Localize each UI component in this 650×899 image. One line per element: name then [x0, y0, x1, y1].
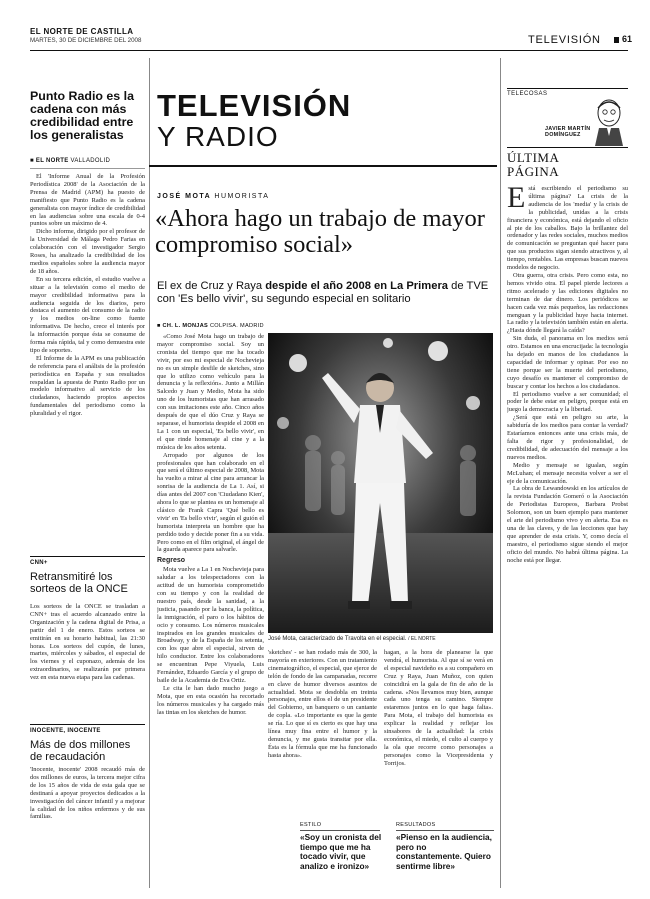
subhead-part2: de TVE con 'Es bello vivir', su segundo especial en solitario — [157, 280, 489, 305]
pull-quote-2-tag: RESULTADOS — [396, 822, 436, 828]
article-paragraph: «Como José Mota hago un trabajo de mayor compromiso social. Soy un cronista del tiempo que me ha tocado vivir, por eso mi especial de Nochevieja no es un simple desfile de sketches, sino que lo utilizo como vehículo para la denuncia y la reflexión». Junto a Millán Salcedo y Juan y Medio, Mota ha sido uno de los humoristas que han arrasado con sus imitaciones este año. Cinco años después de que el dúo Cruz y Raya se separase, el humorista despide el 2008 en La 1 con un especial, 'Es bello vivir', en el que rinde homenaje al cine y a la música de los años setenta. — [157, 333, 264, 451]
author-caricature-icon — [589, 96, 627, 146]
pull-quote-1-text: «Soy un cronista del tiempo que me ha tocado vivir, que analizo e ironizo» — [300, 832, 382, 871]
article-photo — [268, 333, 493, 633]
brief2-title: Más de dos millones de recaudación — [30, 739, 131, 763]
left-divider — [149, 58, 150, 888]
subheadline — [157, 280, 492, 306]
author-portrait — [589, 96, 627, 146]
pull-quote-2-text: «Pienso en la audiencia, pero no constantemente. Quiero sentirme libre» — [396, 832, 492, 871]
column-paragraph: La obra de Lewandowski en los artículos de la revista Fundación Gomeró o la Asociación de Periodistas Europeos, Barbara Probst Solomon, son un buen ejemplo para mantener el arte del periodismo vivo y en alerta. Esa es una de las claves, y de las lecciones que hay que aprender de esta crisis. Y, como decía el maestro, el periodismo sigue siendo el mejor oficio del mundo. No habrá última página. La noche está por llegar. — [507, 485, 628, 564]
issue-date: MARTES, 30 DE DICIEMBRE DEL 2008 — [30, 37, 142, 44]
brief1-tag: CNN+ — [30, 560, 48, 566]
pull-quote-1 — [300, 822, 380, 888]
byline-name: CH. L. MONJAS — [162, 323, 209, 329]
masthead-rule — [30, 50, 628, 51]
brief1-rule — [30, 556, 145, 557]
left-article-body — [30, 173, 145, 603]
column-title-line1: ÚLTIMA — [507, 150, 560, 165]
byline-dot-icon: ■ — [30, 158, 36, 164]
section-title — [157, 88, 487, 158]
column-paragraph: El periodismo vuelve a ser comunidad; el poder le debe estar en peligro, porque está en juego la democracia y la libertad. — [507, 390, 628, 414]
photo-caption-text: José Mota, caracterizado de Travolta en el especial. — [268, 636, 407, 642]
left-byline-brand: EL NORTE — [35, 158, 69, 164]
article-col1 — [157, 333, 264, 888]
right-divider — [500, 58, 501, 888]
author-name — [545, 126, 595, 138]
left-byline — [30, 158, 110, 164]
pull-quote-1-rule — [300, 830, 380, 831]
section-title-line2: Y RADIO — [157, 121, 279, 152]
column-tag: TELECOSAS — [507, 91, 548, 97]
column-paragraph: Sin duda, el panorama en los medios será otro. Estamos en una encrucijada: la tecnología ha dejado en manos de los ciudadanos la capacidad de informar y opinar. Por eso no tiene porque ser la muerte del periodismo, cuyo desafío es mantener el compromiso de buscar y contar los hechos a los ciudadanos. — [507, 335, 628, 390]
column-paragraph: Medio y mensaje se igualan, según McLuhan; el mensaje necesita volver a ser el eje de la comunicación. — [507, 461, 628, 485]
photo-caption — [268, 636, 493, 642]
column-title-rule — [507, 147, 628, 148]
left-column — [30, 58, 145, 888]
left-byline-rule — [30, 168, 145, 169]
pull-quote-2 — [396, 822, 494, 888]
brief2-text: 'Inocente, inocente' 2008 recaudó más de dos millones de euros, la tercera mejor cifra de los 15 años de vida de esta gala que se destinará a apoyar proyectos dedicados a la investigación del cáncer infantil y a mejorar la calidad de los niños enfermos y de sus familias. — [30, 766, 145, 821]
right-column — [507, 88, 628, 888]
column-paragraph: ¿Será que está en peligro su arte, la sabiduría de los medios para contar la verdad? Estaríamos entonces ante una crisis más, de falta de rigor y profesionalidad, de credibilidad, de adecuación del mensaje a los nuevos medios. — [507, 414, 628, 461]
page-number: 61 — [622, 34, 633, 44]
column-title — [507, 151, 559, 179]
byline-square-icon: ■ — [157, 323, 163, 329]
author-line1: JAVIER MARTÍN — [545, 126, 591, 132]
article-byline — [157, 323, 264, 329]
column-body — [507, 185, 628, 885]
brief1-title: Retransmitiré los sorteos de la ONCE — [30, 571, 128, 595]
author-line2: DOMÍNGUEZ — [545, 132, 581, 139]
section-label: TELEVISIÓN — [528, 34, 601, 46]
main-headline: «Ahora hago un trabajo de mayor compromiso social» — [155, 205, 485, 258]
paper-name: EL NORTE DE CASTILLA — [30, 27, 134, 36]
travolta-photo — [268, 333, 493, 633]
center-top-rule — [149, 165, 497, 167]
photo-credit: / EL NORTE — [408, 636, 436, 642]
page-separator — [614, 37, 619, 43]
regreso-title: Regreso — [157, 557, 186, 565]
pull-quote-1-tag: ESTILO — [300, 822, 322, 828]
kicker-role: HUMORISTA — [214, 193, 270, 200]
subhead-part1: El ex de Cruz y Raya — [157, 280, 263, 292]
article-col2: 'sketches' - se han rodado más de 300, la mayoría en exteriores. Con un tratamiento cinematográfico, el especial, que ejerce de telón de fondo de las campanadas, recorre en clave de humor diversos asuntos de actualidad. Mota se desdobla en treinta personajes, entre ellos el de un presidente del Gobierno, un banquero o un cantante de copla. «Lo importante es que la gente se ría. Lo que sí es cierto es que hay una línea muy fina entre el humor y la denuncia, y me gusta transitar por ella. Ésta es la fórmula que me ha funcionado hasta ahora». — [268, 649, 377, 759]
left-paragraph: Dicho informe, dirigido por el profesor de la Universidad de Málaga Pedro Farias en colaboración con el investigador Sergio Roses, ha analizado la credibilidad de los medios españoles sobre la audiencia mayor de 18 años. — [30, 228, 145, 275]
section-title-line1: TELEVISIÓN — [157, 88, 352, 123]
column-paragraph: Otra guerra, otra crisis. Pero como esta, no hemos vivido otra. El papel pierde lectores a ritmo acelerado y las ediciones digitales no terminan de dar dinero. Los periódicos se hacen cada vez más pequeños, las redacciones menguan y la publicidad huye hacia internet. La radio y la televisión también están en alerta. ¿Hasta dónde llegará la caída? — [507, 271, 628, 335]
left-paragraph: En su tercera edición, el estudio vuelve a situar a la televisión como el medio de mayor credibilidad informativa para la audiencia seguida de los diarios, pero destaca el aumento del consumo de la radio y los medios on-line como fuente informativa. De hecho, crece el interés por la información porque ésta se consume de forma más rápida, tal y como demuestra este tipo de soportes. — [30, 275, 145, 354]
kicker-name: JOSÉ MOTA — [157, 193, 211, 200]
column-paragraph — [507, 185, 628, 272]
kicker — [157, 193, 269, 200]
left-paragraph: El 'Informe Anual de la Profesión Periodística 2008' de la Asociación de la Prensa de Madrid (APM) ha puesto de manifiesto que Punto Radio es la cadena generalista con mayor índice de credibilidad en las audiencias sobre una escala de 0-4 puntos sobre un máximo de 4. — [30, 173, 145, 228]
column-title-line2: PÁGINA — [507, 164, 560, 179]
pull-quote-2-rule — [396, 830, 494, 831]
left-paragraph: El Informe de la APM es una publicación de referencia para el análisis de la profesión periodística en España y sus resultados respaldan la apuesta de Punto Radio por un modelo informativo al servicio de los ciudadanos, haciendo propios aspectos fundamentales del periodismo como la pluralidad y el rigor. — [30, 354, 145, 418]
brief2-tag: INOCENTE, INOCENTE — [30, 728, 101, 734]
article-paragraph: Arropado por algunos de los profesionales que han colaborado en el que será el último especial de 2008, Mota ha vuelto a mirar al cine para arrancar la sonrisa de la audiencia de La 1. Así, si días antes del 2007 con 'Ciudadano Kien', ahora lo que se plantea es un homenaje al clásico de Frank Capra 'Qué bello es vivir' en 'Es bello vivir', según el guión el humorista interpreta un hombre que ha perdido todo y decide poner fin a su vida. Pero como en el film original, el ángel de la guarda aparece para salvarle. — [157, 451, 264, 554]
byline-agency: COLPISA. MADRID — [209, 323, 264, 329]
left-byline-place: VALLADOLID — [70, 158, 111, 164]
column-text1: stá escribiendo el periodismo su última página? La crisis de la audiencia de los 'media' y la crisis de la publicidad, unidas a la crisis financiera y económica, está dejando el oficio al pie de los caballos. Bajo la brillantez del ordenador y las redes sociales, muchos medios de comunicación se preguntan qué hacer para que sus productos sigan siendo atractivos y, al tiempo, rentables. Las empresas buscan nuevos modelos de negocio. — [507, 185, 628, 272]
telecosas-rule — [507, 88, 628, 89]
article-col3: hagan, a la hora de planearse la que vendrá, el humorista. Al que sí se verá en el especial navideño es a su compañero en Cruz y Raya, Juan Muñoz, con quien coincidirá en la gala de fin de año de la cadena. «Nos llevamos muy bien, aunque cada uno tenga su camino. Siempre estaremos juntos en lo que haga falta». Para Mota, el trabajo del humorista es explicar la realidad y reflejar los sinsabores de la actualidad: la crisis económica, el miedo, el culto al cuerpo y la ola que recorre como personajes a personajes como la Vicepresidenta y Torrijos. — [384, 649, 493, 767]
left-headline: Punto Radio es la cadena con más credibilidad entre los generalistas — [30, 89, 134, 143]
article-paragraph: Le cita le han dado mucho juego a Mota, que en esta ocasión ha recortado los números musicales y ha cargado más las tintas en los sketches de humor. — [157, 684, 264, 716]
dropcap: E — [507, 185, 526, 214]
brief1-text: Los sorteos de la ONCE se trasladan a CNN+ tras el acuerdo alcanzado entre la Organización y la cadena digital de Prisa, a partir del 1 de enero. Estos sorteos se emitirán en su horario habitual, las 21:30 horas. Los sorteos del cupón, de lunes, martes, miércoles y sábados, el especial de los viernes y el cuponazo, además de los extraordinarios, se realizarán por primera vez en esta nueva etapa para las cadenas. — [30, 603, 145, 682]
brief2-rule — [30, 724, 145, 725]
subhead-bold: despide el año 2008 en La Primera — [265, 280, 449, 292]
article-paragraph: Mota vuelve a La 1 en Nochevieja para saludar a los telespectadores con la actitud de un humorista comprometido con su tiempo y con la realidad de nuestro país, desde la sanidad, a la justicia, pasando por la banca, la política, la inmigración, el paro o los hábitos de ocio y consumo. Los números musicales inspirados en los grandes musicales de Broadway, y de la España de los setenta, con los que abre el especial, sirven de hilo conductor. Entre los colaboradores se encuentran Pepe Viyuela, Luis Fernández, Eduardo García y el grupo de baile de la Academia de Eva Ortiz. — [157, 566, 264, 684]
